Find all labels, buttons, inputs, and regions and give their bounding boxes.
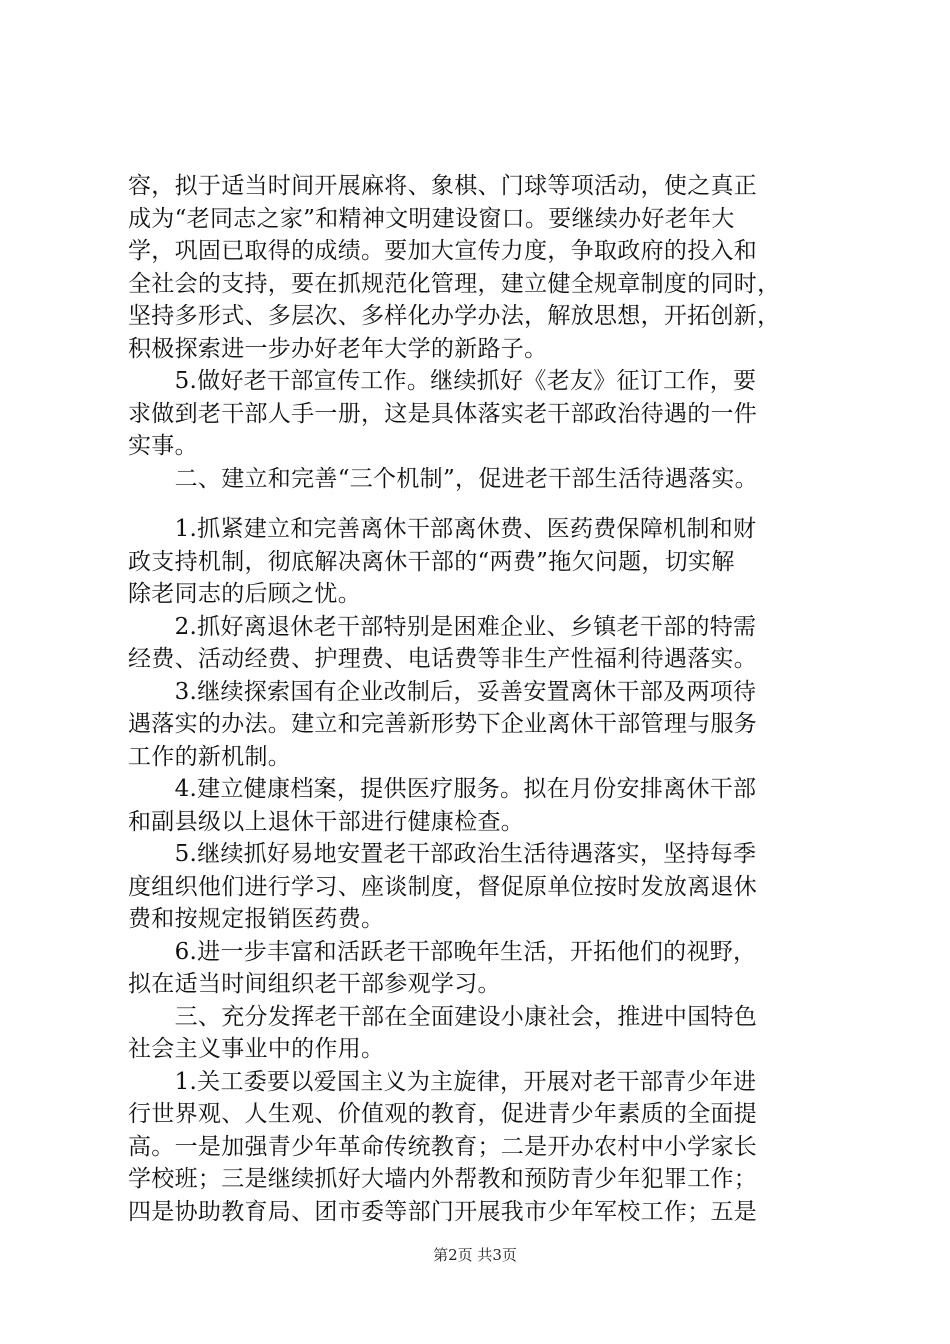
text-line: 全社会的支持，要在抓规范化管理，建立健全规章制度的同时， (128, 270, 781, 297)
section-heading: 二、建立和完善“三个机制”，促进老干部生活待遇落实。 (128, 465, 758, 492)
text-line: 行世界观、人生观、价值观的教育，促进青少年素质的全面提 (128, 1101, 758, 1127)
text-line: 5.做好老干部宣传工作。继续抓好《老友》征订工作，要 (128, 368, 757, 394)
text-line: 4.建立健康档案，提供医疗服务。拟在月份安排离休干部 (128, 776, 757, 802)
text-line: 实事。 (128, 433, 198, 459)
text-line: 成为“老同志之家”和精神文明建设窗口。要继续办好老年大 (128, 205, 735, 232)
text-line: 工作的新机制。 (128, 743, 292, 770)
text-line: 和副县级以上退休干部进行健康检查。 (128, 808, 525, 835)
text-line: 1.抓紧建立和完善离休干部离休费、医药费保障机制和财 (128, 516, 757, 542)
text-line: 四是协助教育局、团市委等部门开展我市少年军校工作；五是 (128, 1198, 758, 1225)
text-line: 高。一是加强青少年革命传统教育；二是开办农村中小学家长 (128, 1133, 758, 1160)
text-line: 2.抓好离退休老干部特别是困难企业、乡镇老干部的特需 (128, 613, 757, 640)
text-line: 容，拟于适当时间开展麻将、象棋、门球等项活动，使之真正 (128, 173, 758, 199)
text-line: 3.继续探索国有企业改制后，妥善安置离休干部及两项待 (128, 678, 757, 705)
text-line: 拟在适当时间组织老干部参观学习。 (128, 971, 501, 997)
text-line: 度组织他们进行学习、座谈制度，督促原单位按时发放离退休 (128, 873, 758, 900)
text-line: 坚持多形式、多层次、多样化办学办法，解放思想，开拓创新， (128, 303, 781, 329)
text-line: 政支持机制，彻底解决离休干部的“两费”拖欠问题，切实解 (128, 548, 735, 575)
text-line: 经费、活动经费、护理费、电话费等非生产性福利待遇落实。 (128, 646, 758, 672)
section-heading: 三、充分发挥老干部在全面建设小康社会，推进中国特色 (128, 1003, 758, 1030)
document-body (128, 170, 828, 1228)
text-line: 学，巩固已取得的成绩。要加大宣传力度，争取政府的投入和 (128, 238, 758, 264)
text-line: 5.继续抓好易地安置老干部政治生活待遇落实，坚持每季 (128, 841, 757, 867)
text-line: 6.进一步丰富和活跃老干部晚年生活，开拓他们的视野， (128, 938, 757, 965)
text-line: 遇落实的办法。建立和完善新形势下企业离休干部管理与服务 (128, 711, 758, 737)
text-line: 求做到老干部人手一册，这是具体落实老干部政治待遇的一件 (128, 400, 758, 427)
blank-line (128, 495, 828, 513)
text-line: 积极探索进一步办好老年大学的新路子。 (128, 335, 548, 362)
section-heading: 社会主义事业中的作用。 (128, 1036, 385, 1062)
page-footer: 第2页 共3页 (433, 1246, 517, 1264)
text-line: 学校班；三是继续抓好大墙内外帮教和预防青少年犯罪工作； (128, 1166, 758, 1192)
text-line: 1.关工委要以爱国主义为主旋律，开展对老干部青少年进 (128, 1068, 757, 1095)
text-line: 费和按规定报销医药费。 (128, 906, 385, 932)
text-line: 除老同志的后顾之忧。 (128, 581, 361, 607)
